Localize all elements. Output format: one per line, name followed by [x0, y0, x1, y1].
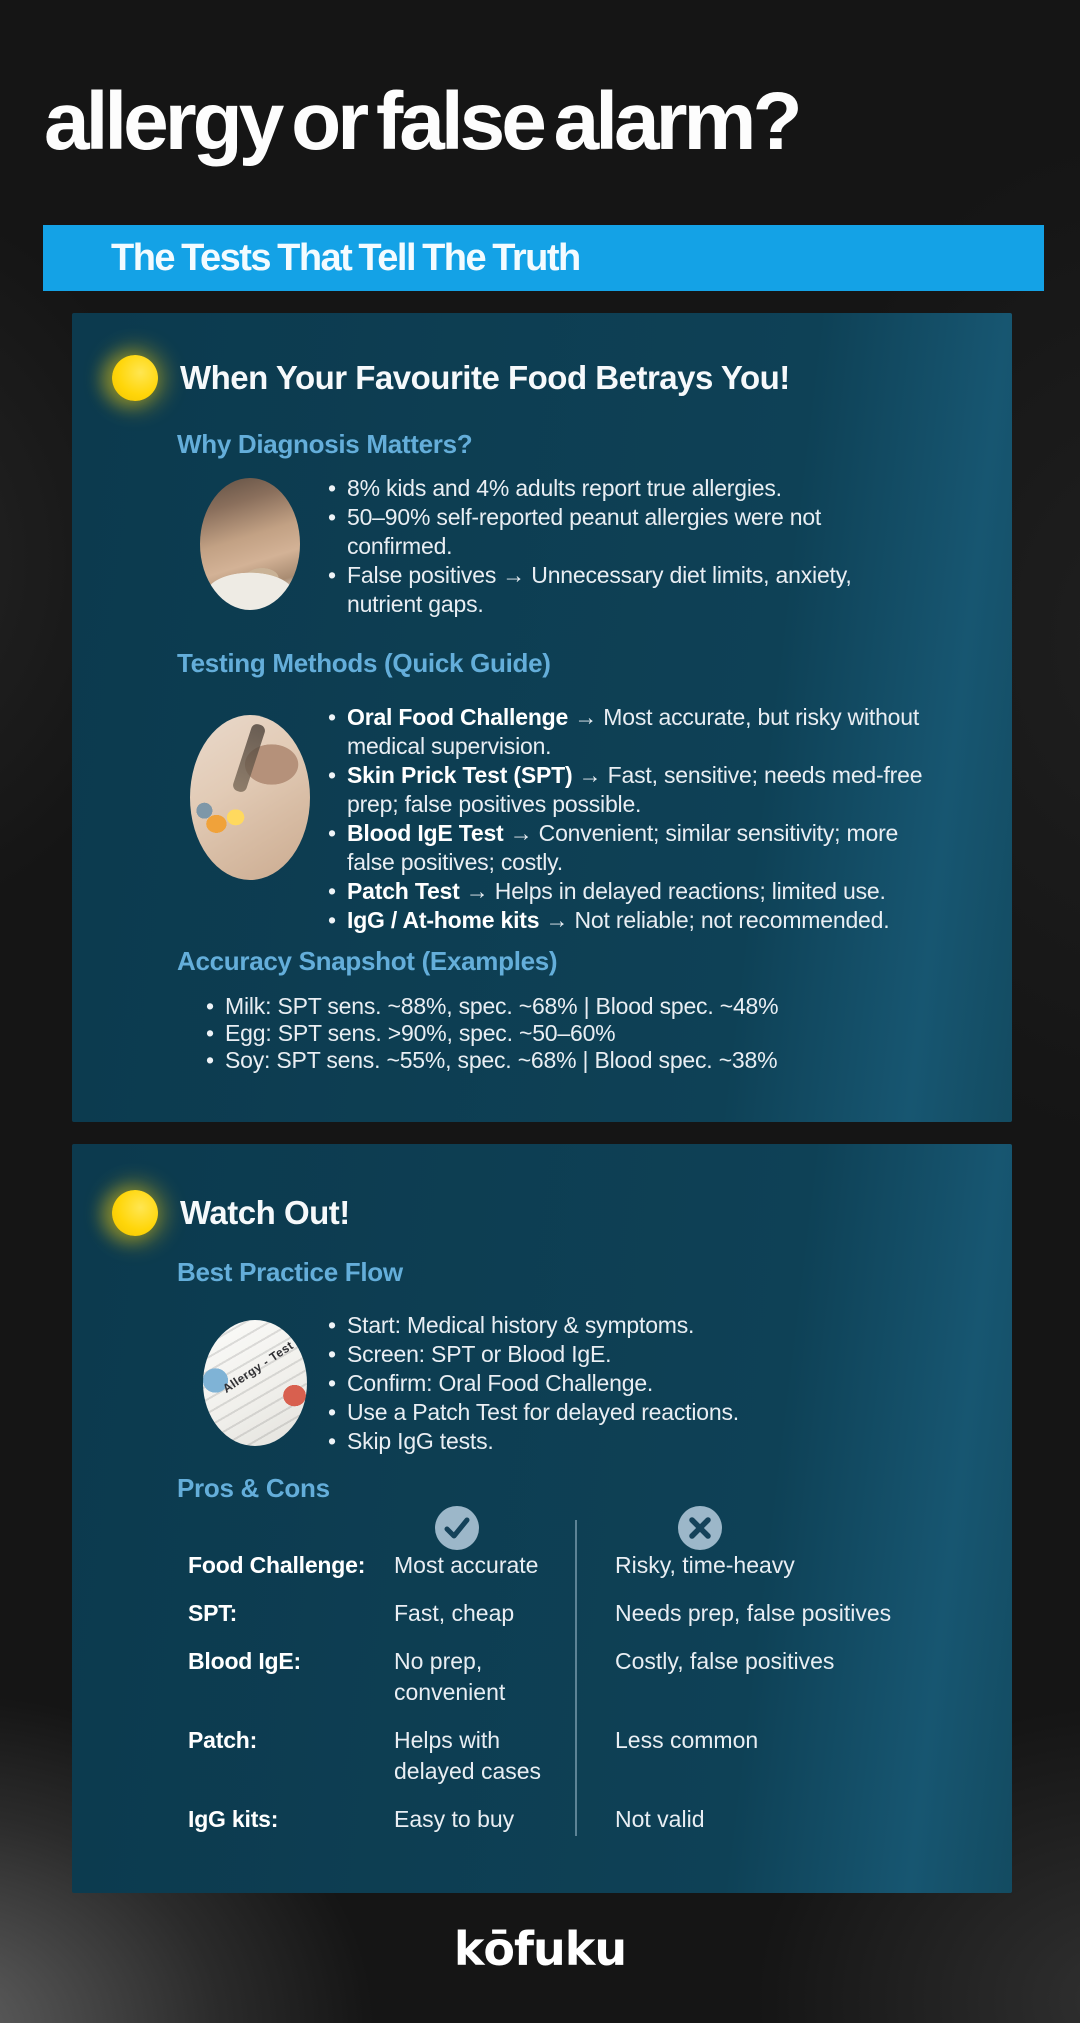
- proscons-row: [188, 1646, 978, 1708]
- proscons-row: [188, 1725, 978, 1787]
- card2-heading: Watch Out!: [180, 1194, 350, 1231]
- flow-bullet-list: [328, 1311, 928, 1456]
- proscons-row: [188, 1804, 978, 1835]
- section-proscons-heading: Pros & Cons: [177, 1473, 330, 1503]
- pc-con: Not valid: [615, 1806, 705, 1832]
- pc-con: Risky, time-heavy: [615, 1552, 795, 1578]
- bullet-item: • Skin Prick Test (SPT) → Fast, sensitive; needs med-free prep; false positives possible.: [328, 761, 928, 819]
- testing-bullet-list: [328, 703, 928, 935]
- pc-pro: Helps with delayed cases: [394, 1727, 542, 1784]
- section-why-heading: Why Diagnosis Matters?: [177, 429, 473, 459]
- bullet-item: • Patch Test → Helps in delayed reactions; limited use.: [328, 877, 928, 906]
- x-circle-icon: [678, 1506, 722, 1550]
- proscons-row: [188, 1598, 978, 1629]
- pc-pro: No prep, convenient: [394, 1648, 506, 1705]
- bullet-item: • Egg: SPT sens. >90%, spec. ~50–60%: [206, 1020, 986, 1047]
- pc-label: SPT:: [188, 1600, 238, 1626]
- bullet-item: • Skip IgG tests.: [328, 1427, 928, 1456]
- page-title: allergy or false alarm?: [44, 76, 799, 167]
- bullet-item: • Screen: SPT or Blood IgE.: [328, 1340, 928, 1369]
- bullet-item: • Milk: SPT sens. ~88%, spec. ~68% | Blood spec. ~48%: [206, 993, 986, 1020]
- bullet-item: • Oral Food Challenge → Most accurate, but risky without medical supervision.: [328, 703, 928, 761]
- bullet-item: • IgG / At-home kits → Not reliable; not recommended.: [328, 906, 928, 935]
- proscons-table: [188, 1550, 978, 1852]
- pc-label: Food Challenge:: [188, 1552, 366, 1578]
- bullet-item: • 50–90% self-reported peanut allergies were not confirmed.: [328, 503, 868, 561]
- skin-prick-test-photo: [190, 715, 310, 880]
- section-flow-heading: Best Practice Flow: [177, 1257, 403, 1287]
- pc-con: Costly, false positives: [615, 1648, 835, 1674]
- card-food-betrays: [72, 313, 1012, 1122]
- yellow-dot-icon: [112, 355, 158, 401]
- check-circle-icon: [435, 1506, 479, 1550]
- pc-pro: Most accurate: [394, 1552, 539, 1578]
- section-accuracy-heading: Accuracy Snapshot (Examples): [177, 946, 558, 976]
- pc-pro: Easy to buy: [394, 1806, 515, 1832]
- pc-label: IgG kits:: [188, 1806, 279, 1832]
- card-watch-out: [72, 1144, 1012, 1893]
- pc-con: Needs prep, false positives: [615, 1600, 892, 1626]
- bullet-item: • Start: Medical history & symptoms.: [328, 1311, 928, 1340]
- photo-document-label: Allergy - Test: [220, 1338, 297, 1396]
- yellow-dot-icon: [112, 1190, 158, 1236]
- pc-label: Blood IgE:: [188, 1648, 301, 1674]
- pc-con: Less common: [615, 1727, 759, 1753]
- pc-pro: Fast, cheap: [394, 1600, 515, 1626]
- proscons-row: [188, 1550, 978, 1581]
- kofuku-logo: kōfuku: [453, 1922, 627, 1976]
- why-bullet-list: [328, 474, 868, 619]
- bullet-item: • Use a Patch Test for delayed reactions.: [328, 1398, 928, 1427]
- person-refusing-food-photo: [200, 478, 300, 610]
- bullet-item: • 8% kids and 4% adults report true allergies.: [328, 474, 868, 503]
- section-testing-heading: Testing Methods (Quick Guide): [177, 648, 551, 678]
- allergy-test-document-photo: [203, 1320, 307, 1446]
- pc-label: Patch:: [188, 1727, 258, 1753]
- subtitle-banner: [43, 225, 1044, 291]
- subtitle-text: The Tests That Tell The Truth: [111, 236, 580, 279]
- bullet-item: • Blood IgE Test → Convenient; similar sensitivity; more false positives; costly.: [328, 819, 928, 877]
- bullet-item: • Soy: SPT sens. ~55%, spec. ~68% | Blood spec. ~38%: [206, 1047, 986, 1074]
- bullet-item: • False positives → Unnecessary diet limits, anxiety, nutrient gaps.: [328, 561, 868, 619]
- bullet-item: • Confirm: Oral Food Challenge.: [328, 1369, 928, 1398]
- accuracy-bullet-list: [206, 993, 986, 1074]
- card1-heading: When Your Favourite Food Betrays You!: [180, 359, 790, 396]
